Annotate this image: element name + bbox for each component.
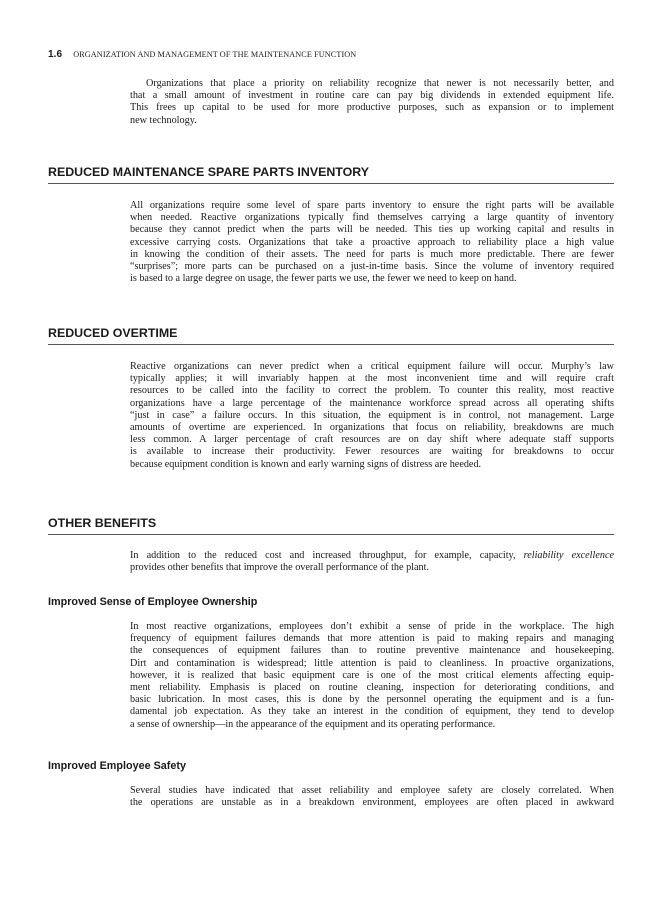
subsection-heading-safety: Improved Employee Safety	[48, 760, 187, 772]
text-line: ment reliability. Emphasis is placed on routine cleaning, inspection for deteriorating conditions, and	[130, 682, 614, 694]
text-line: amounts of overtime are experienced. In organizations that focus on reliability, breakdowns are much	[130, 422, 614, 434]
text-line: Dirt and contamination is widespread; little attention is paid to cleanliness. In proactive organizations,	[130, 657, 614, 669]
safety-paragraph	[130, 785, 614, 809]
text-line: damental job expectation. As they take an interest in the condition of equipment, they tend to develop	[130, 706, 614, 718]
text-line: Organizations that place a priority on reliability recognize that newer is not necessarily better, and	[146, 78, 614, 89]
running-header	[48, 49, 356, 60]
text-line: in knowing the condition of their assets. The need for parts is much more predictable. There are fewer	[130, 248, 614, 260]
text-line: because they cannot predict when the parts will be needed. This ties up working capital and results in	[130, 224, 614, 236]
text-line: a sense of ownership—in the appearance of the equipment and its operating performance.	[130, 718, 496, 730]
text-line: “surprises”; more parts can be purchased on a just-in-time basis. Since the volume of inventory required	[130, 261, 614, 273]
page-number: 1.6	[48, 49, 63, 60]
ownership-paragraph	[130, 621, 614, 731]
text-line: however, it is realized that basic equipment care is one of the most critical elements affecting equip-	[130, 669, 614, 681]
text-line	[130, 550, 614, 562]
text-line: that a small amount of investment in routine care can pay big dividends in extended equipment life.	[130, 90, 614, 102]
text-line: Several studies have indicated that asset reliability and employee safety are closely correlated. When	[130, 785, 614, 796]
emphasis-text: reliability excellence	[523, 550, 614, 561]
text-line: because equipment condition is known and early warning signs of distress are heeded.	[130, 458, 482, 470]
text-line: “just in case” a failure occurs. In this situation, the equipment is in control, not management. Large	[130, 409, 614, 421]
running-title: ORGANIZATION AND MANAGEMENT OF THE MAINTENANCE FUNCTION	[73, 50, 357, 59]
text-line: frequency of equipment failures demands that more attention is paid to making repairs and managing	[130, 633, 614, 645]
section-heading-overtime: REDUCED OVERTIME	[48, 326, 614, 345]
text-line: basic lubrication. In most cases, this is done by the personnel operating the equipment and is a fun-	[130, 694, 614, 706]
intro-paragraph	[130, 78, 614, 127]
subsection-heading-ownership: Improved Sense of Employee Ownership	[48, 596, 258, 608]
text-run: In addition to the reduced cost and increased throughput, for example, capacity,	[130, 550, 524, 561]
text-line: the consequences of equipment failures than to routine preventive maintenance and housekeeping.	[130, 645, 614, 657]
text-line: Reactive organizations can never predict when a critical equipment failure will occur. Murphy’s law	[130, 361, 614, 372]
spare-parts-paragraph	[130, 200, 614, 285]
text-line: In most reactive organizations, employees don’t exhibit a sense of pride in the workplace. The high	[130, 621, 614, 632]
text-line: excessive carrying costs. Organizations that take a proactive approach to reliability place a high value	[130, 236, 614, 248]
text-line: This frees up capital to be used for more productive purposes, such as expansion or to implement	[130, 102, 614, 114]
text-line: is based to a large degree on usage, the fewer parts we use, the fewer we need to keep on hand.	[130, 273, 517, 285]
text-line: provides other benefits that improve the overall performance of the plant.	[130, 562, 430, 574]
text-line: the operations are unstable as in a breakdown environment, employees are often placed in awkward	[130, 797, 614, 809]
section-heading-other-benefits: OTHER BENEFITS	[48, 516, 614, 535]
text-line: is available to increase their productivity. Fewer resources are waiting for breakdowns to occur	[130, 446, 614, 458]
text-line: resources to be called into the facility to correct the problem. To counter this reality, most reactive	[130, 385, 614, 397]
other-benefits-paragraph	[130, 550, 614, 574]
text-line: less common. A larger percentage of craft resources are on day shift where adequate staff supports	[130, 434, 614, 446]
text-line: typically applies; it will invariably happen at the most inconvenient time and will require craft	[130, 373, 614, 385]
section-heading-spare-parts: REDUCED MAINTENANCE SPARE PARTS INVENTORY	[48, 165, 614, 184]
overtime-paragraph	[130, 361, 614, 471]
text-line: All organizations require some level of spare parts inventory to ensure the right parts will be available	[130, 200, 614, 211]
text-line: organizations have a large percentage of the maintenance workforce spread across all operating shifts	[130, 397, 614, 409]
text-line: new technology.	[130, 114, 197, 126]
text-line: when needed. Reactive organizations typically find themselves carrying a large quantity of inventory	[130, 212, 614, 224]
